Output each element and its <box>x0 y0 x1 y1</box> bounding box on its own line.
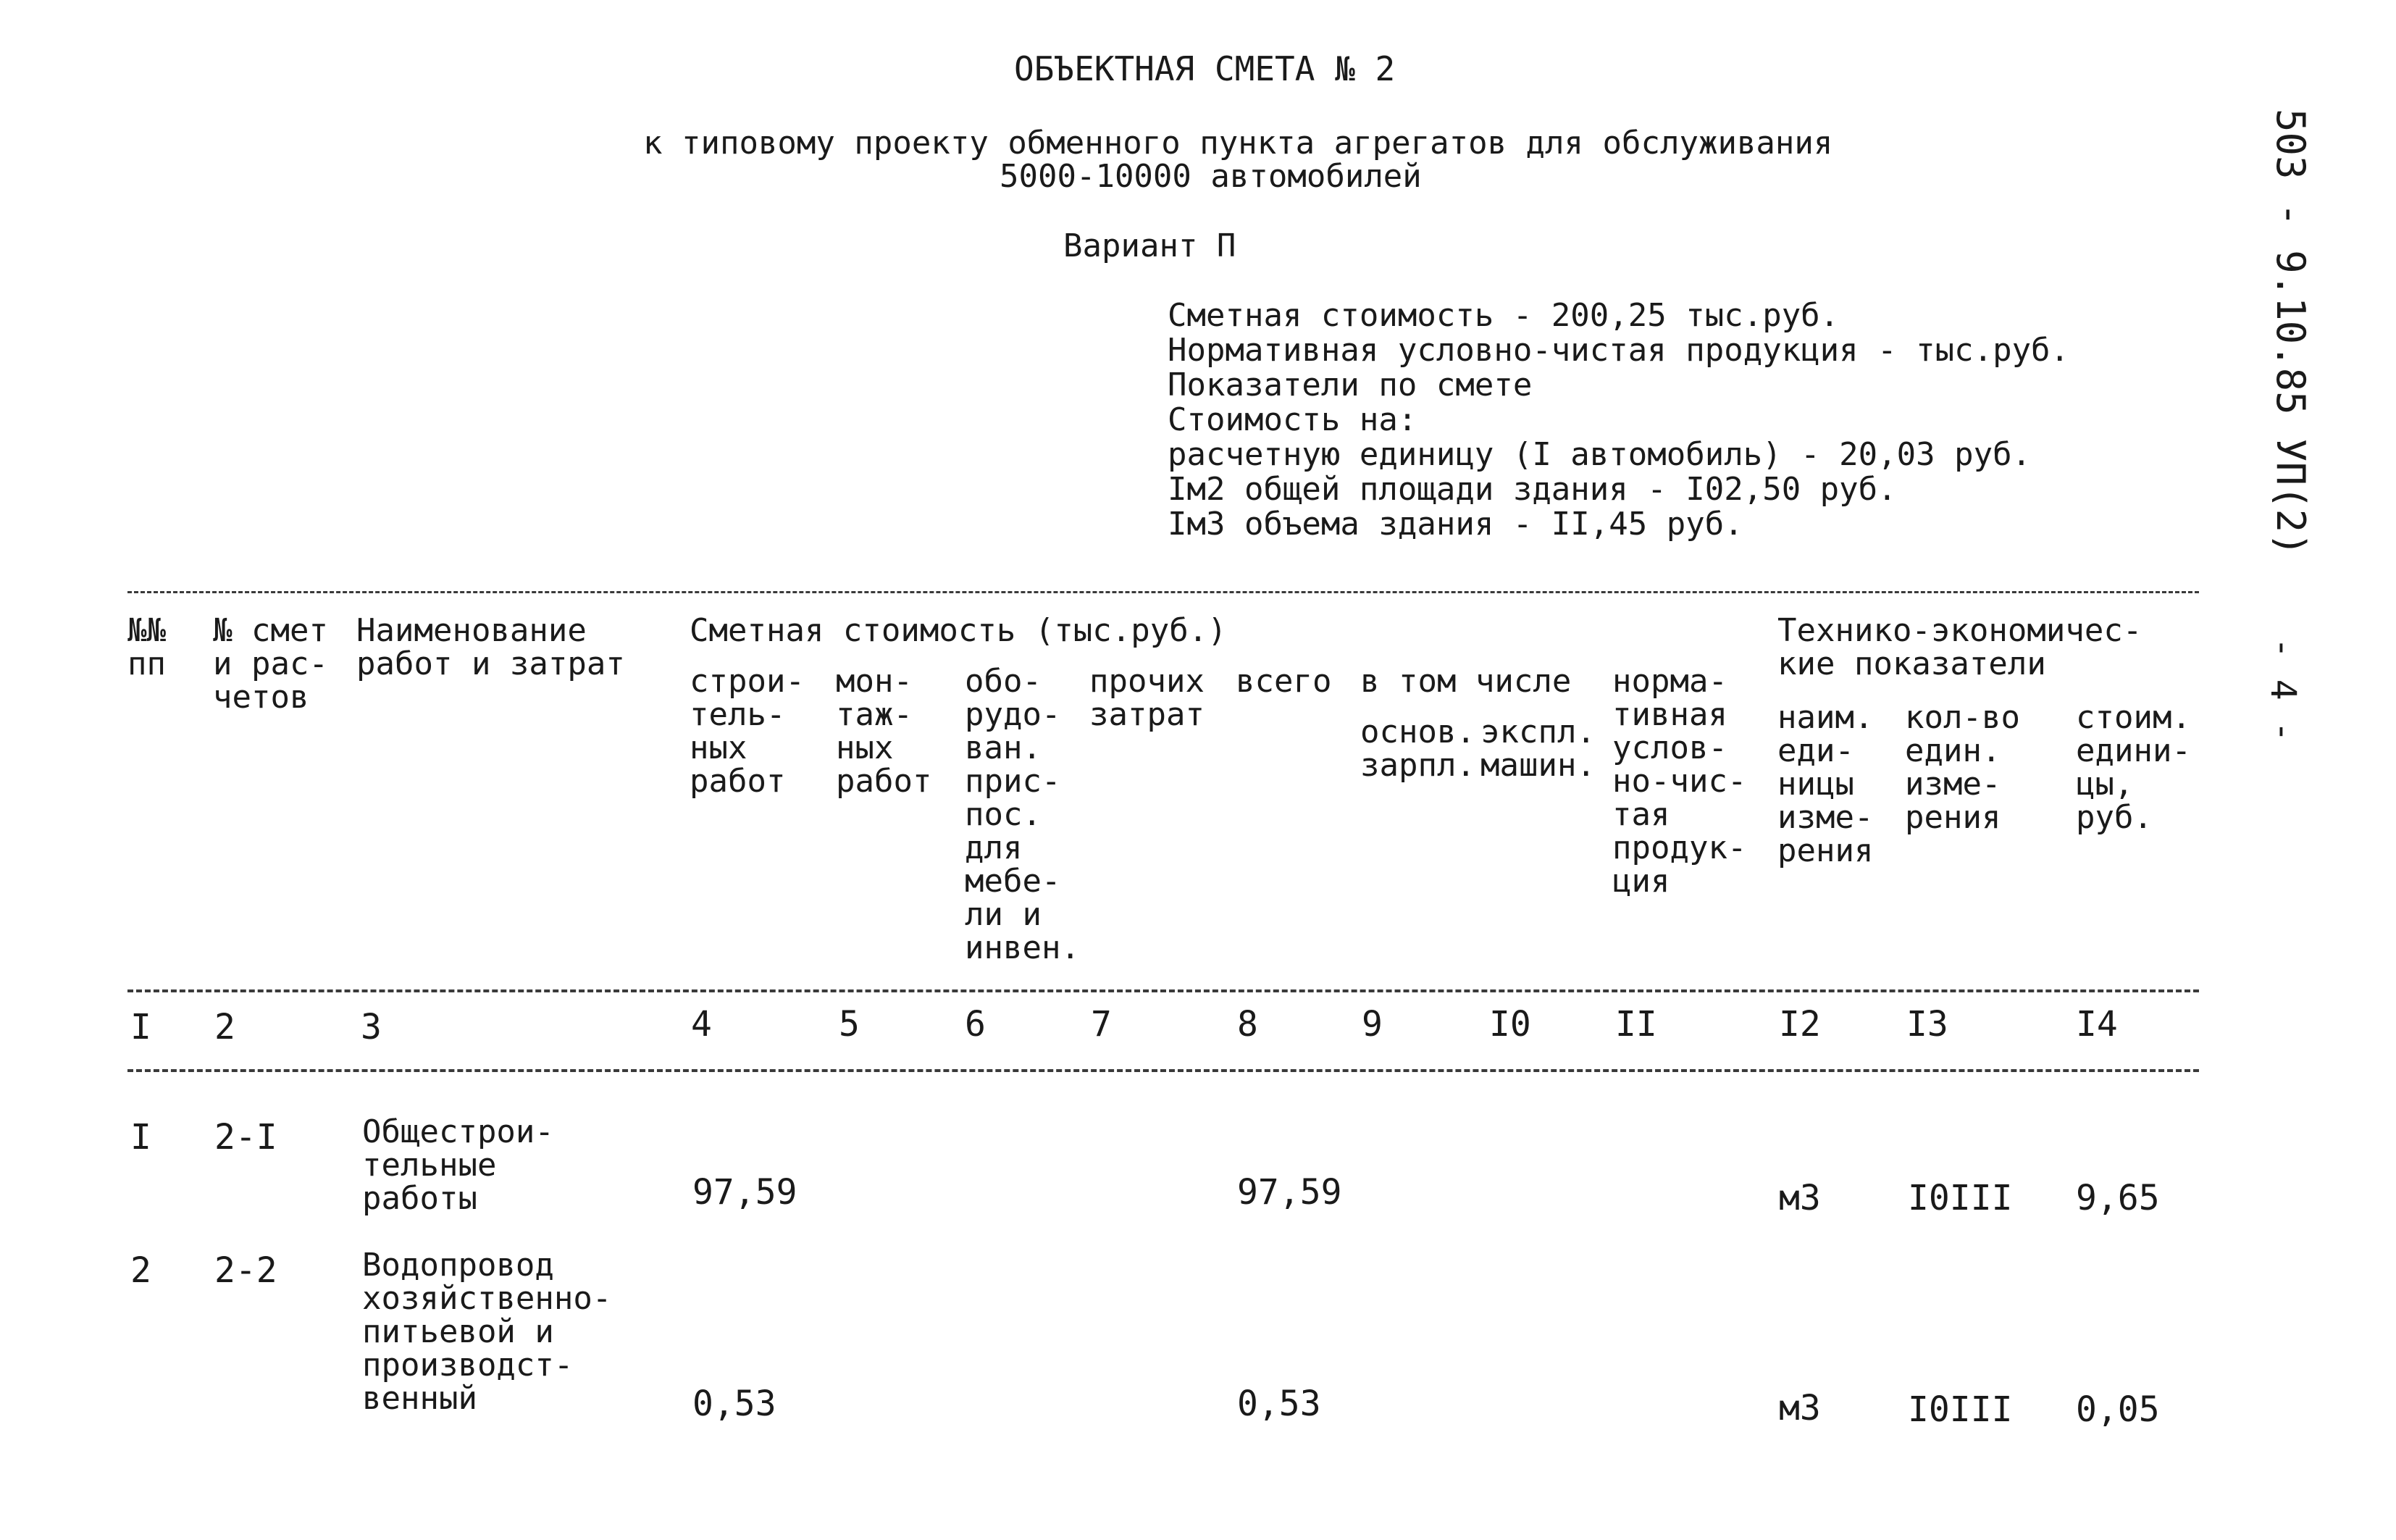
header-cost-group: Сметная стоимость (тыс.руб.) <box>690 612 1227 649</box>
row-unit-name: м3 <box>1779 1388 1821 1428</box>
row-construction-cost: 97,59 <box>692 1172 797 1213</box>
row-total-cost: 0,53 <box>1237 1384 1321 1424</box>
row-unit-cost: 0,05 <box>2076 1389 2160 1430</box>
header-equipment: обо- рудо- ван. прис- пос. для мебе- ли и инвен. <box>965 663 1080 966</box>
document-title: ОБЪЕКТНАЯ СМЕТА № 2 <box>1014 49 1396 88</box>
row-work-name: Водопровод хозяйственно- питьевой и производст- венный <box>362 1247 612 1417</box>
column-number: 8 <box>1237 1004 1258 1045</box>
row-number: 2 <box>130 1250 151 1291</box>
column-number: 7 <box>1091 1004 1112 1045</box>
row-unit-quantity: I0III <box>1908 1389 2013 1430</box>
row-estimate-number: 2-2 <box>214 1250 277 1291</box>
column-number: 9 <box>1362 1004 1383 1045</box>
header-unit-name: наим. еди- ницы изме- рения <box>1777 699 1874 869</box>
header-estimate-number: № смет и рас- четов <box>213 612 328 716</box>
header-total: всего <box>1236 663 1332 700</box>
row-unit-name: м3 <box>1779 1178 1821 1218</box>
summary-line: Iм2 общей площади здания - I02,50 руб. <box>1168 471 1897 508</box>
header-including-group: в том числе <box>1360 663 1572 700</box>
row-unit-quantity: I0III <box>1908 1178 2013 1218</box>
column-number: 6 <box>965 1004 986 1045</box>
header-base-salary: основ. зарпл. <box>1360 713 1475 784</box>
column-number: I4 <box>2076 1004 2118 1045</box>
header-row-number: №№ пп <box>127 612 166 682</box>
summary-line: Iм3 объема здания - II,45 руб. <box>1168 506 1743 543</box>
row-number: I <box>130 1117 151 1158</box>
variant-label: Вариант П <box>1063 227 1236 264</box>
column-number: I0 <box>1489 1004 1531 1045</box>
header-unit-cost: стоим. едини- цы, руб. <box>2076 699 2191 836</box>
summary-line: расчетную единицу (I автомобиль) - 20,03 руб. <box>1168 436 2032 473</box>
header-normative-product: норма- тивная услов- но-чис- тая продук- ция <box>1612 663 1747 900</box>
header-machine-operation: экспл. машин. <box>1480 713 1596 784</box>
column-number: II <box>1615 1004 1657 1045</box>
row-construction-cost: 0,53 <box>692 1384 776 1424</box>
summary-line: Показатели по смете <box>1168 367 1533 403</box>
row-total-cost: 97,59 <box>1237 1172 1342 1213</box>
column-number: I2 <box>1779 1004 1821 1045</box>
header-unit-quantity: кол-во един. изме- рения <box>1905 699 2020 836</box>
header-tech-econ-group: Технико-экономичес- кие показатели <box>1777 612 2142 682</box>
header-installation: мон- таж- ных работ <box>836 663 932 800</box>
column-number: 4 <box>691 1004 712 1045</box>
header-other-costs: прочих затрат <box>1089 663 1205 733</box>
row-estimate-number: 2-I <box>214 1117 277 1158</box>
summary-line: Стоимость на: <box>1168 401 1417 438</box>
header-construction: строи- тель- ных работ <box>690 663 805 800</box>
header-work-name: Наименование работ и затрат <box>356 612 625 682</box>
header-bottom-rule <box>127 989 2199 992</box>
summary-line: Нормативная условно-чистая продукция - тыс.руб. <box>1168 332 2070 369</box>
table-top-rule <box>127 591 2199 593</box>
row-work-name: Общестрои- тельные работы <box>362 1113 554 1217</box>
column-number: 3 <box>361 1007 382 1047</box>
column-number: I3 <box>1906 1004 1948 1045</box>
column-number: I <box>130 1007 151 1047</box>
column-numbers-rule <box>127 1069 2199 1072</box>
column-number: 2 <box>214 1007 235 1047</box>
summary-line: Сметная стоимость - 200,25 тыс.руб. <box>1168 297 1840 334</box>
row-unit-cost: 9,65 <box>2076 1178 2160 1218</box>
column-number: 5 <box>839 1004 860 1045</box>
document-subtitle-line2: 5000-10000 автомобилей <box>1000 158 1422 195</box>
document-subtitle-line1: к типовому проекту обменного пункта агрегатов для обслуживания <box>643 125 1833 162</box>
page-number: - 4 - <box>2263 637 2303 742</box>
document-code: 503 - 9.10.85 УП(2) <box>2268 109 2313 556</box>
